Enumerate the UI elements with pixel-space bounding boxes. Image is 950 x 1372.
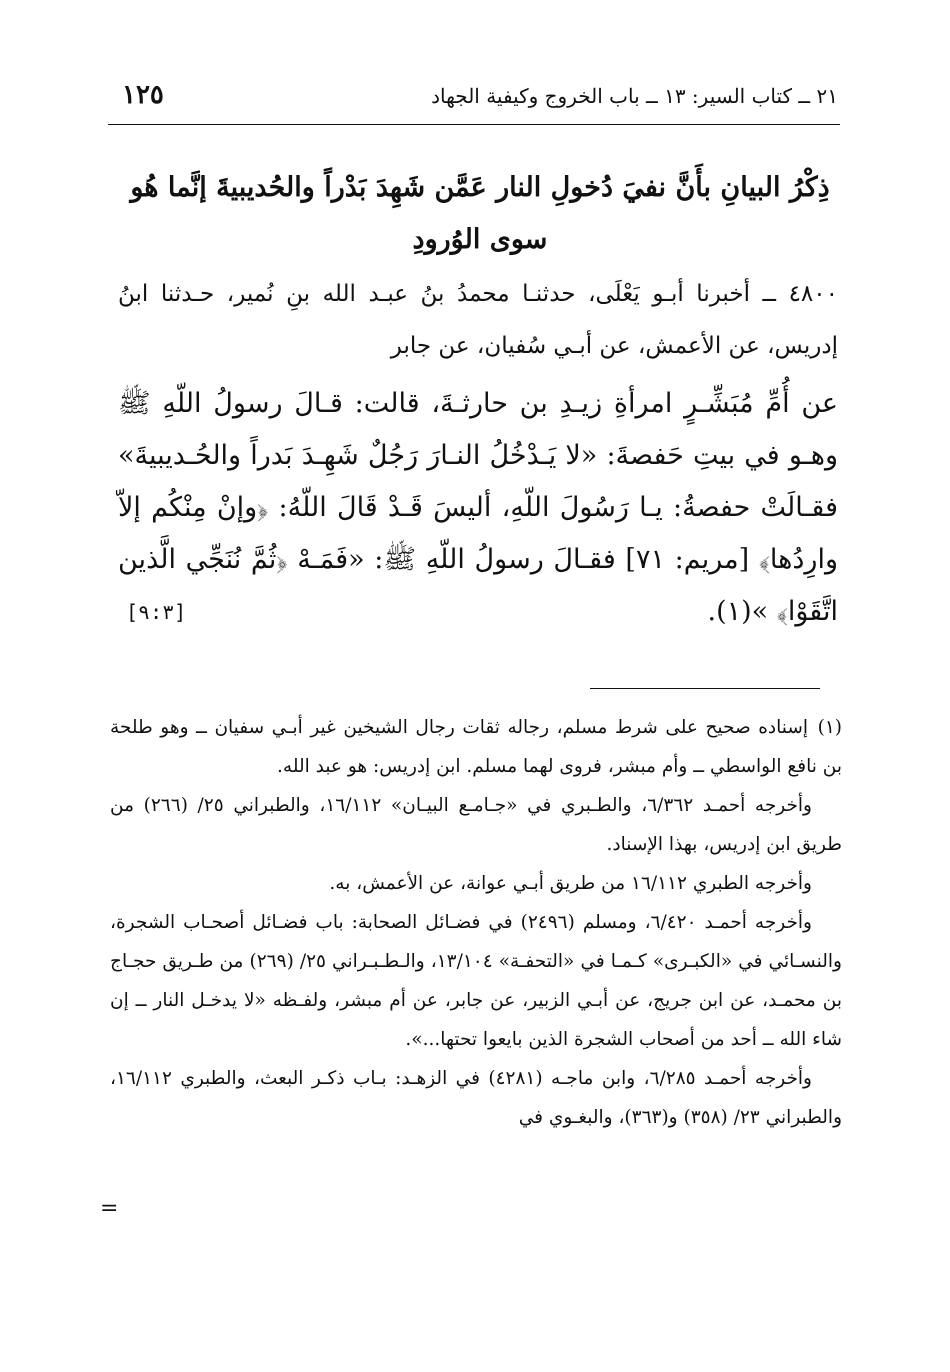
footnote-paragraph: وأخرجه الطبري ١٦/١١٢ من طريق أبـي عوانة، عن الأعمش، به. <box>329 873 812 894</box>
header-divider <box>108 124 840 125</box>
running-header <box>108 80 838 124</box>
header-title: ٢١ ــ كتاب السير: ١٣ ــ باب الخروج وكيفية الجهاد <box>431 84 838 108</box>
footnote-number: (١) <box>817 717 842 738</box>
footnote-text: إسناده صحيح على شرط مسلم، رجاله ثقات رجال الشيخين غير أبـي سفيان ــ وهو طلحة بن نافع الواسطي ــ وأم مبشر، فروى لهما مسلم. ابن إدريس: هو عبد الله. <box>110 717 842 777</box>
footnotes <box>110 708 842 1137</box>
footnote-paragraph: وأخرجه أحمـد ٦/٢٨٥، وابن ماجـه (٤٢٨١) في الزهـد: بـاب ذكـر البعث، والطبري ١٦/١١٢، والطبراني ٢٣/ (٣٥٨) و(٣٦٣)، والبغـوي في <box>110 1068 842 1128</box>
hadith-matn: عن أُمِّ مُبَشِّـرٍ امرأةِ زيـدِ بن حارثـةَ، قالت: قـالَ رسولُ اللّهِ ﷺ وهـو في بيتِ حَفصةَ: «لا يَـدْخُلُ النـارَ رَجُلٌ شَهِـدَ بَدراً والحُـديبيةَ» فقـالَتْ حفصةُ: يـا رَسُولَ اللّهِ، أليسَ قَـدْ قَالَ اللّهُ: ﴿وإنْ مِنْكُم إلاّ وارِدُها﴾ [مريم: ٧١] فقـالَ رسولُ اللّهِ ﷺ: «فَمَـهْ ﴿ثُمَّ نُنَجِّي الَّذين اتَّقَوْا﴾ »(١). <box>118 388 838 627</box>
continuation-mark: = <box>100 1196 119 1221</box>
footnote-first-paragraph <box>110 708 842 786</box>
footnote-paragraph: وأخرجه أحمـد ٦/٣٦٢، والطـبري في «جـامـع البيـان» ١٦/١١٢، والطبراني ٢٥/ (٢٦٦) من طريق ابن إدريس، بهذا الإسناد. <box>110 795 842 855</box>
hadith-reference: [٩:٣] <box>126 600 187 624</box>
hadith-isnad: ٤٨٠٠ ــ أخبرنا أبـو يَعْلَى، حدثنـا محمدُ بنُ عبـد الله بنِ نُمير، حـدثنا ابنُ إدريس، عن الأعمش، عن أبـي سُفيان، عن جابر <box>118 281 838 359</box>
section-title: ذِكْرُ البيانِ بأَنَّ نفيَ دُخولِ النار عَمَّن شَهِدَ بَدْراً والحُديبيةَ إنَّما هُو سوى الوُرودِ <box>130 172 830 255</box>
page-number: ١٢٥ <box>122 80 164 110</box>
footnote-divider <box>590 688 820 689</box>
footnote-paragraph: وأخرجه أحمـد ٦/٤٢٠، ومسلم (٢٤٩٦) في فضـائل الصحابة: باب فضـائل أصحـاب الشجرة، والنسـائي في «الكبـرى» كـمـا في «التحفـة» ١٣/١٠٤، والـطـبـراني ٢٥/ (٢٦٩) من طـريق حجـاج بن محمـد، عن ابن جريج، عن أبـي الزبير، عن جابر، عن أم مبشر، ولفـظه «لا يدخـل النار ــ إن شاء الله ــ أحد من أصحاب الشجرة الذين بايعوا تحتها...». <box>110 912 842 1050</box>
